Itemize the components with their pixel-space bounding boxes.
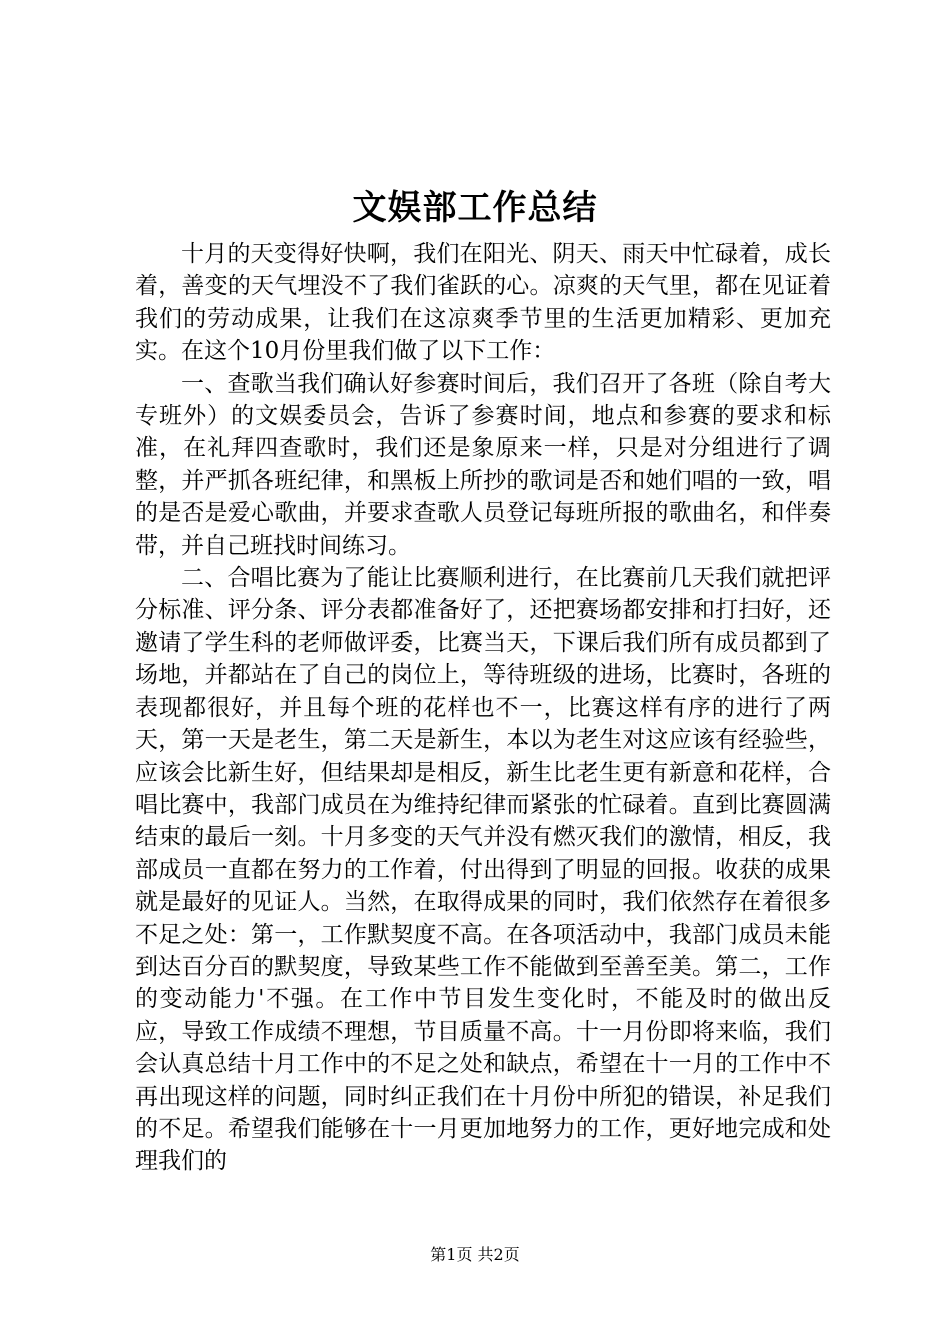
paragraph-choir-contest: 二、合唱比赛为了能让比赛顺利进行，在比赛前几天我们就把评分标准、评分条、评分表都准备好了，还把赛场都安排和打扫好，还邀请了学生科的老师做评委，比赛当天，下课后我们所有成员都到了场地，并都站在了自己的岗位上，等待班级的进场，比赛时，各班的表现都很好，并且每个班的花样也不一，比赛这样有序的进行了两天，第一天是老生，第二天是新生，本以为老生对这应该有经验些，应该会比新生好，但结果却是相反，新生比老生更有新意和花样，合唱比赛中，我部门成员在为维持纪律而紧张的忙碌着。直到比赛圆满结束的最后一刻。十月多变的天气并没有燃灭我们的激情，相反，我部成员一直都在努力的工作着，付出得到了明显的回报。收获的成果就是最好的见证人。当然，在取得成果的同时，我们依然存在着很多不足之处：第一，工作默契度不高。在各项活动中，我部门成员未能到达百分百的默契度，导致某些工作不能做到至善至美。第二，工作的变动能力'不强。在工作中节目发生变化时，不能及时的做出反应，导致工作成绩不理想，节目质量不高。十一月份即将来临，我们会认真总结十月工作中的不足之处和缺点，希望在十一月的工作中不再出现这样的问题，同时纠正我们在十月份中所犯的错误，补足我们的不足。希望我们能够在十一月更加地努力的工作，更好地完成和处理我们的 — [135, 565, 831, 1175]
document-body — [135, 238, 831, 1178]
paragraph-song-check: 一、查歌当我们确认好参赛时间后，我们召开了各班（除自考大专班外）的文娱委员会，告诉了参赛时间，地点和参赛的要求和标准，在礼拜四查歌时，我们还是象原来一样，只是对分组进行了调整，并严抓各班纪律，和黑板上所抄的歌词是否和她们唱的一致，唱的是否是爱心歌曲，并要求查歌人员登记每班所报的歌曲名，和伴奏带，并自己班找时间练习。 — [135, 370, 831, 559]
document-title: 文娱部工作总结 — [352, 188, 598, 228]
page-footer: 第1页 共2页 — [430, 1245, 520, 1264]
paragraph-intro: 十月的天变得好快啊，我们在阳光、阴天、雨天中忙碌着，成长着，善变的天气埋没不了我们雀跃的心。凉爽的天气里，都在见证着我们的劳动成果，让我们在这凉爽季节里的生活更加精彩、更加充实。在这个10月份里我们做了以下工作： — [135, 241, 831, 365]
